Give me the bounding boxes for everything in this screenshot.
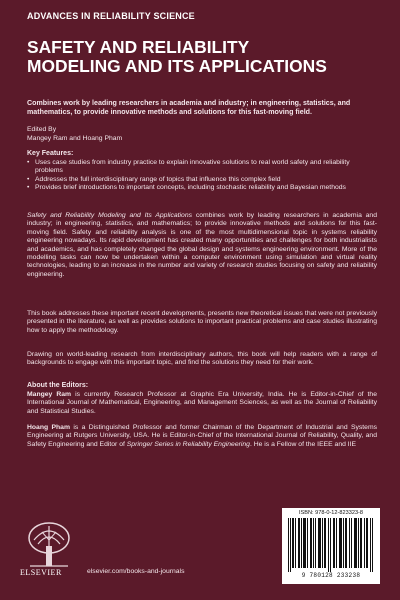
edited-by-label: Edited By [27, 126, 57, 133]
isbn-barcode-icon [286, 518, 376, 572]
publisher-name: ELSEVIER [20, 568, 62, 577]
book-title-line-2: MODELING AND ITS APPLICATIONS [27, 56, 327, 76]
about-editors-heading: About the Editors: [27, 382, 89, 389]
editor-1-bio: is currently Research Professor at Graphic Era University, India. He is Editor-in-Chief of the International Journal of Mathematical, Engineering, and Management Sciences, as well as the Journal of Reliability and Statistical Studies. [27, 391, 377, 415]
key-feature-item: • Provides brief introductions to important concepts, including stochastic reliability and Bayesian methods [27, 184, 377, 192]
key-features-list [27, 159, 377, 193]
editor-2-name: Hoang Pham [27, 424, 70, 431]
editor-bio-1 [27, 391, 377, 416]
description-paragraph-3: Drawing on world-leading research from interdisciplinary authors, this book will help readers with a range of backgrounds to engage with this important topic, and find the solutions they need for their work. [27, 351, 377, 367]
editor-2-series-title: Springer Series in Reliability Engineering [126, 440, 250, 448]
key-feature-item: • Uses case studies from industry practice to explain innovative solutions to real world safety and reliability problems [27, 159, 377, 176]
barcode-digits: 9 780128 233238 [301, 572, 361, 579]
publisher-url: elsevier.com/books-and-journals [87, 568, 185, 575]
isbn-text: ISBN: 978-0-12-823323-8 [298, 510, 364, 516]
editor-bio-2 [27, 424, 377, 449]
editors-block [27, 125, 377, 143]
book-title [27, 38, 377, 76]
description-paragraph-2: This book addresses these important recent developments, presents new theoretical issues that were not previously presented in the literature, as well as provides solutions to important practical problems and case studies illustrating how to apply the methodology. [27, 310, 377, 334]
book-title-line-1: SAFETY AND RELIABILITY [27, 37, 250, 57]
editor-2-bio-b: . He is a Fellow of the IEEE and IIE [249, 440, 357, 448]
editor-2-bio-a: is a Distinguished Professor and former Chairman of the Department of Industrial and Systems Engineering at Rutgers University, USA. He is Editor-in-Chief of the International Journal of Reliability, Quality, and Safety Engineering and Editor of [27, 424, 378, 448]
description-paragraph-1 [27, 212, 377, 279]
editor-1-name: Mangey Ram [27, 391, 72, 398]
book-title-italic: Safety and Reliability Modeling and Its Applications [27, 212, 193, 219]
barcode-box [282, 508, 380, 584]
key-feature-item: • Addresses the full interdisciplinary range of topics that influence this complex field [27, 176, 377, 184]
key-features-heading: Key Features: [27, 150, 74, 157]
series-title: ADVANCES IN RELIABILITY SCIENCE [27, 11, 195, 21]
elsevier-tree-logo-icon [24, 520, 74, 568]
editor-names: Mangey Ram and Hoang Pham [27, 135, 123, 142]
lead-summary: Combines work by leading researchers in academia and industry; in engineering, statistics, and mathematics, to provide innovative methods and solutions for this fast-moving field. [27, 99, 351, 117]
description-text: combines work by leading researchers in academia and industry; in engineering, statistics, and mathematics; to provide innovative methods and solutions for this fast-moving field. Safety and reliability analysis is one of the most multidimensional topic in systems reliability engineering nowadays. Its rapid development has created many opportunities and challenges for both industrialists and academics, and has completely changed the global design and systems engineering environment. More of the modelling tasks can now be undertaken within a computer environment using simulation and virtual reality technologies, leading to an increase in the number and variety of research studies focusing on safety and reliability engineering. [27, 212, 377, 278]
